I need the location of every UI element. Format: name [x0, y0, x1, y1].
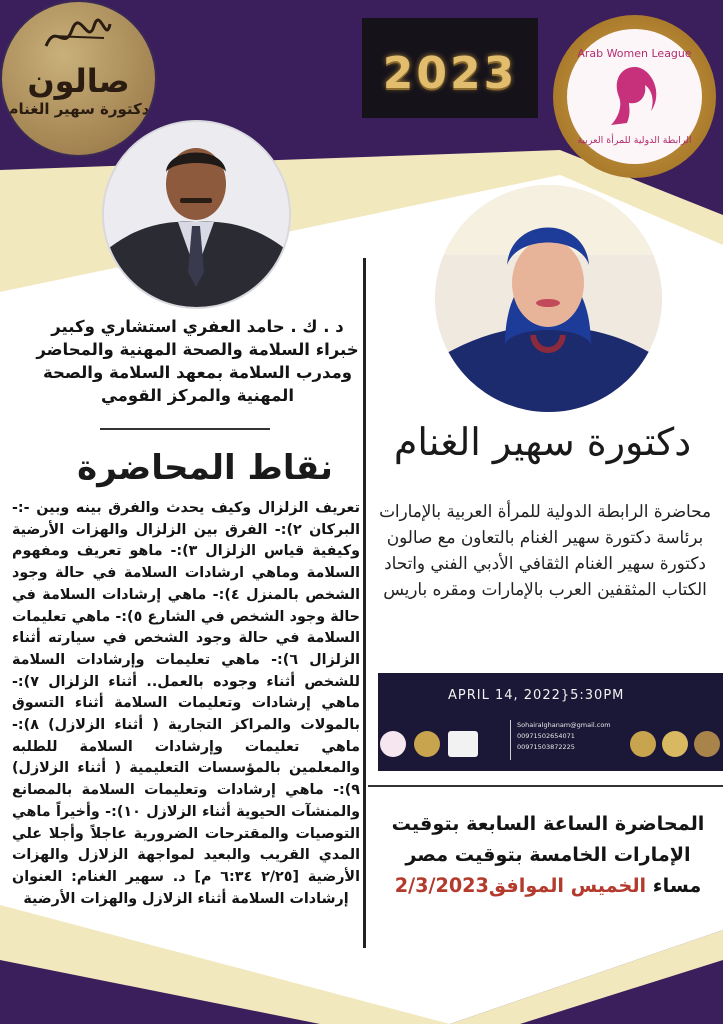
host-portrait-image — [435, 185, 662, 412]
schedule-line-3 — [378, 870, 718, 901]
schedule-evening: مساء — [646, 874, 702, 897]
banner-contact — [510, 720, 625, 760]
schedule-line-1: المحاضرة الساعة السابعة بتوقيت — [391, 812, 705, 835]
divider-right — [368, 785, 723, 787]
guest-bio: د . ك . حامد العفري استشاري وكبير خبراء السلامة والصحة المهنية والمحاضر ومدرب السلامة بمعهد السلامة والصحة المهنية والمركز القومي — [36, 317, 359, 405]
lecture-points-body: تعريف الزلزال وكيف يحدث والفرق بينه وبين -:- البركان ٢):- الفرق بين الزلزال والهزات الأرضية وكيفية قياس الزلزال ٣):- ماهو تعريف ومفهوم السلامة وماهي ارشادات السلامة في حالة وجود الشخص بالمنزل ٤):- ماهي إرشادات السلامة في حالة وجود الشخص في الشارع ٥):- ماهي تعليمات السلامة في حالة وجود الشخص في سيارته أثناء الزلزال ٦):- ماهي تعليمات وإرشادات السلامة للشخص أثناء وجوده بالعمل.. أثناء الزلزال ٧):- ماهي إرشادات وتعليمات السلامة أثناء التسوق بالمولات والمراكز التجارية ( أثناء الزلازل) ٨):- ماهي تعليمات وإرشادات السلامة للطلبه والمعلمين بالمؤسسات التعليمية ( أثناء الزلازل) ٩):- ماهي إرشادات وتعليمات السلامة بالمصانع والمنشآت الحيوية أثناء الزلازل ١٠):- وأخيراً ماهي التوصيات والمقترحات الضرورية عاجلاً وأجلا علي المدي القريب والبعيد لمواجهة الزلازل والهزات الأرضية [٢/٢٥ ٦:٣٤ م] د. سهير الغنام: العنوان إرشادات السلامة أثناء الزلازل والهزات الأرضية — [12, 500, 360, 907]
event-banner — [378, 673, 723, 771]
partner-logo-icon — [662, 731, 688, 757]
partner-logo-icon — [694, 731, 720, 757]
salon-logo-title: صالون — [27, 62, 130, 100]
host-description: محاضرة الرابطة الدولية للمرأة العربية بالإمارات برئاسة دكتورة سهير الغنام بالتعاون مع صالون دكتورة سهير الغنام الثقافي الأدبي الفني واتحاد الكتاب المثقفين العرب بالإمارات ومقره باريس — [379, 501, 711, 599]
host-name: دكتورة سهير الغنام — [393, 420, 692, 464]
partner-logo-icon — [448, 731, 478, 757]
host-photo — [435, 185, 662, 412]
arab-women-league-logo — [553, 15, 716, 178]
schedule-line-2: الإمارات الخامسة بتوقيت مصر — [405, 843, 691, 866]
salon-logo-emblem-icon — [42, 16, 114, 56]
year-banner — [362, 18, 538, 118]
schedule-date: الخميس الموافق2/3/2023 — [394, 874, 647, 897]
league-english-text: Arab Women League — [577, 47, 692, 60]
year-text: 2023 — [382, 48, 518, 99]
partner-logo-icon — [414, 731, 440, 757]
salon-logo-subtitle: دكتورة سهير الغنام — [7, 100, 150, 118]
lecture-points-title: نقاط المحاضرة — [77, 448, 333, 488]
vertical-divider — [363, 258, 366, 948]
banner-phone-2: 00971503872225 — [517, 743, 575, 751]
partner-logo-icon — [630, 731, 656, 757]
salon-logo — [2, 2, 155, 155]
schedule-text — [378, 808, 718, 901]
league-arabic-text: الرابطة الدولية للمرأة العربية — [577, 135, 692, 146]
guest-portrait-image — [104, 122, 289, 307]
partner-logo-icon — [380, 731, 406, 757]
divider-left — [100, 428, 270, 430]
banner-date: APRIL 14, 2022}5:30PM — [448, 688, 625, 703]
guest-photo — [104, 122, 289, 307]
banner-phone-1: 00971502654071 — [517, 732, 575, 740]
woman-silhouette-icon — [605, 63, 665, 129]
banner-email: Sohairalghanam@gmail.com — [517, 721, 611, 729]
